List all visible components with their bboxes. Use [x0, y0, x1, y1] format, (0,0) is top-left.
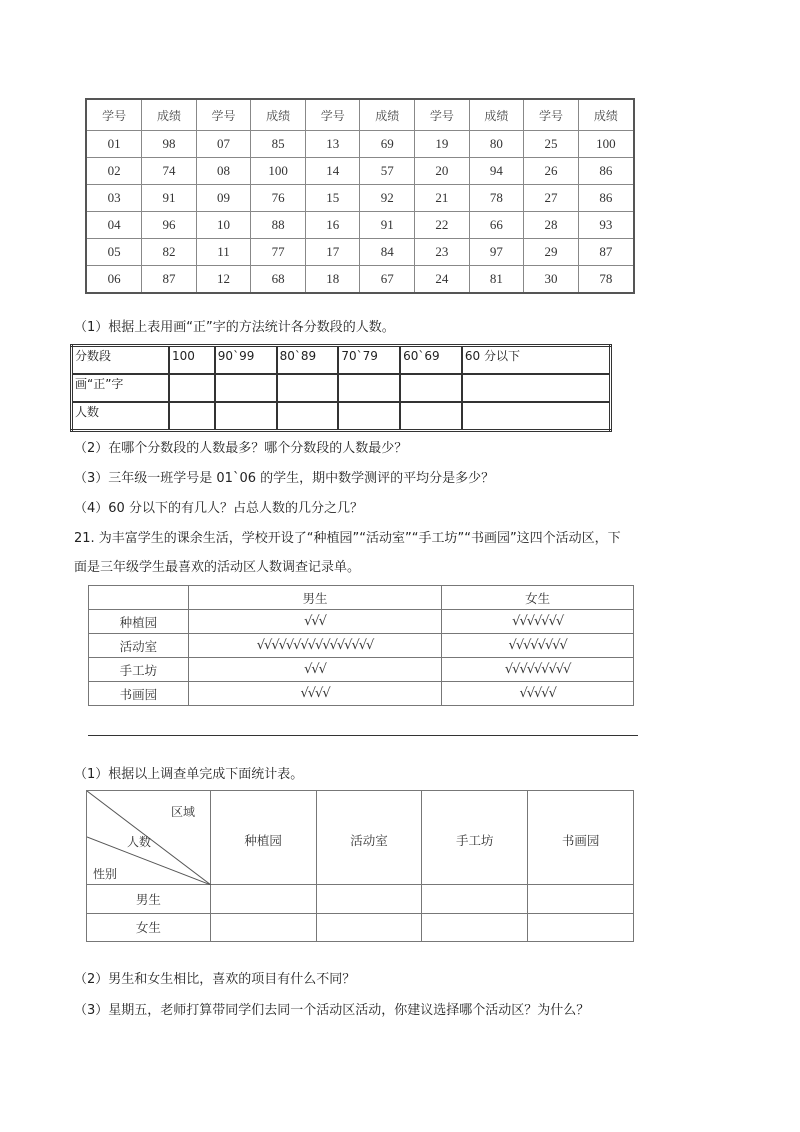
diagonal-header-cell — [87, 791, 211, 885]
header-cell: 70`79 — [338, 346, 400, 375]
table-cell: 98 — [142, 131, 197, 158]
table-cell: 08 — [196, 158, 251, 185]
header-cell: 分数段 — [72, 346, 170, 375]
table-row — [86, 239, 634, 266]
table-cell: 85 — [251, 131, 306, 158]
tally-marks: √√√ — [188, 610, 442, 634]
table-cell: 100 — [251, 158, 306, 185]
answer-cell[interactable] — [215, 374, 277, 402]
table-cell: 17 — [305, 239, 360, 266]
question-20-2: （2）在哪个分数段的人数最多？哪个分数段的人数最少？ — [74, 441, 408, 456]
table-cell: 10 — [196, 212, 251, 239]
header-cell: 成绩 — [360, 99, 415, 131]
answer-cell[interactable] — [210, 885, 316, 914]
table-cell: 91 — [360, 212, 415, 239]
tally-header-row — [72, 346, 611, 375]
table-cell: 19 — [415, 131, 470, 158]
table-row — [89, 682, 634, 706]
table-cell: 06 — [86, 266, 142, 294]
tally-marks: √√√√√√√√√ — [442, 658, 634, 682]
table-cell: 07 — [196, 131, 251, 158]
answer-cell[interactable] — [215, 402, 277, 431]
tally-table — [70, 344, 612, 432]
row-label: 书画园 — [89, 682, 189, 706]
table-row — [89, 610, 634, 634]
diag-label-region: 区域 — [171, 805, 196, 819]
table-cell: 12 — [196, 266, 251, 294]
stats-header-row — [87, 791, 634, 885]
table-cell: 86 — [578, 158, 634, 185]
tally-marks: √√√ — [188, 658, 442, 682]
tally-marks: √√√√√√√√√√√√√√√√ — [188, 634, 442, 658]
table-cell: 81 — [469, 266, 524, 294]
answer-cell[interactable] — [462, 374, 611, 402]
table-cell: 28 — [524, 212, 579, 239]
table-cell: 86 — [578, 185, 634, 212]
table-cell: 30 — [524, 266, 579, 294]
tally-marks: √√√√ — [188, 682, 442, 706]
stats-table-wrapper — [86, 790, 634, 942]
survey-table — [88, 585, 634, 706]
table-cell: 87 — [142, 266, 197, 294]
question-21-2: （2）男生和女生相比，喜欢的项目有什么不同？ — [74, 972, 356, 987]
table-cell: 74 — [142, 158, 197, 185]
header-cell: 成绩 — [251, 99, 306, 131]
table-row — [86, 158, 634, 185]
table-cell: 87 — [578, 239, 634, 266]
answer-cell[interactable] — [462, 402, 611, 431]
header-cell: 60 分以下 — [462, 346, 611, 375]
header-cell: 成绩 — [578, 99, 634, 131]
table-row — [87, 885, 634, 914]
table-cell: 78 — [469, 185, 524, 212]
table-row — [86, 212, 634, 239]
table-cell: 13 — [305, 131, 360, 158]
header-cell: 成绩 — [142, 99, 197, 131]
header-cell: 学号 — [415, 99, 470, 131]
table-cell: 96 — [142, 212, 197, 239]
table-cell: 80 — [469, 131, 524, 158]
row-label: 画“正”字 — [72, 374, 170, 402]
diag-label-count: 人数 — [127, 835, 152, 849]
table-cell: 93 — [578, 212, 634, 239]
row-label: 活动室 — [89, 634, 189, 658]
table-cell: 01 — [86, 131, 142, 158]
header-cell: 学号 — [524, 99, 579, 131]
table-cell: 04 — [86, 212, 142, 239]
question-21-line-1: 21. 为丰富学生的课余生活，学校开设了“种植园”“活动室”“手工坊”“书画园”这四个活动区，下 — [74, 531, 621, 546]
table-cell: 15 — [305, 185, 360, 212]
question-21-1: （1）根据以上调查单完成下面统计表。 — [74, 767, 304, 782]
column-header: 书画园 — [528, 791, 634, 885]
table-row — [89, 658, 634, 682]
header-cell: 成绩 — [469, 99, 524, 131]
table-cell: 18 — [305, 266, 360, 294]
table-cell: 20 — [415, 158, 470, 185]
table-cell: 16 — [305, 212, 360, 239]
tally-marks: √√√√√√√ — [442, 610, 634, 634]
table-cell: 27 — [524, 185, 579, 212]
header-cell: 学号 — [196, 99, 251, 131]
table-cell: 05 — [86, 239, 142, 266]
table-cell: 14 — [305, 158, 360, 185]
question-20-1: （1）根据上表用画“正”字的方法统计各分数段的人数。 — [74, 320, 395, 335]
score-table — [85, 98, 635, 294]
table-cell: 94 — [469, 158, 524, 185]
table-cell: 23 — [415, 239, 470, 266]
table-cell: 68 — [251, 266, 306, 294]
answer-cell[interactable] — [400, 374, 462, 402]
answer-cell[interactable] — [528, 913, 634, 942]
question-20-3: （3）三年级一班学号是 01`06 的学生，期中数学测评的平均分是多少？ — [74, 471, 495, 486]
table-row — [86, 185, 634, 212]
table-cell: 26 — [524, 158, 579, 185]
diag-label-gender: 性别 — [93, 867, 118, 881]
table-cell: 22 — [415, 212, 470, 239]
table-cell: 77 — [251, 239, 306, 266]
table-cell: 97 — [469, 239, 524, 266]
header-cell: 80`89 — [277, 346, 339, 375]
answer-cell[interactable] — [422, 885, 528, 914]
table-cell: 25 — [524, 131, 579, 158]
header-cell — [89, 586, 189, 610]
column-header: 活动室 — [316, 791, 422, 885]
header-cell: 女生 — [442, 586, 634, 610]
table-cell: 11 — [196, 239, 251, 266]
tally-marks: √√√√√√√√ — [442, 634, 634, 658]
row-label: 女生 — [87, 913, 211, 942]
answer-cell[interactable] — [316, 885, 422, 914]
answer-cell[interactable] — [338, 374, 400, 402]
table-cell: 69 — [360, 131, 415, 158]
table-cell: 21 — [415, 185, 470, 212]
table-cell: 78 — [578, 266, 634, 294]
table-row — [87, 913, 634, 942]
table-row — [89, 634, 634, 658]
header-cell: 100 — [169, 346, 215, 375]
table-cell: 100 — [578, 131, 634, 158]
score-table-header — [86, 99, 634, 131]
table-cell: 91 — [142, 185, 197, 212]
tally-row — [72, 374, 611, 402]
table-cell: 92 — [360, 185, 415, 212]
row-label: 人数 — [72, 402, 170, 431]
question-21-line-2: 面是三年级学生最喜欢的活动区人数调查记录单。 — [74, 560, 361, 575]
table-cell: 84 — [360, 239, 415, 266]
table-row — [86, 131, 634, 158]
table-cell: 67 — [360, 266, 415, 294]
table-cell: 76 — [251, 185, 306, 212]
tally-marks: √√√√√ — [442, 682, 634, 706]
answer-cell[interactable] — [338, 402, 400, 431]
header-cell: 60`69 — [400, 346, 462, 375]
answer-cell[interactable] — [422, 913, 528, 942]
answer-cell[interactable] — [277, 402, 339, 431]
table-cell: 02 — [86, 158, 142, 185]
answer-cell[interactable] — [169, 402, 215, 431]
survey-header-row — [89, 586, 634, 610]
table-cell: 66 — [469, 212, 524, 239]
table-cell: 29 — [524, 239, 579, 266]
table-row — [86, 266, 634, 294]
header-cell: 90`99 — [215, 346, 277, 375]
divider — [88, 735, 638, 736]
row-label: 手工坊 — [89, 658, 189, 682]
table-cell: 82 — [142, 239, 197, 266]
question-21-3: （3）星期五，老师打算带同学们去同一个活动区活动，你建议选择哪个活动区？为什么？ — [74, 1003, 590, 1018]
column-header: 手工坊 — [422, 791, 528, 885]
table-cell: 57 — [360, 158, 415, 185]
answer-cell[interactable] — [316, 913, 422, 942]
answer-cell[interactable] — [210, 913, 316, 942]
answer-cell[interactable] — [400, 402, 462, 431]
header-cell: 学号 — [86, 99, 142, 131]
table-cell: 03 — [86, 185, 142, 212]
column-header: 种植园 — [210, 791, 316, 885]
header-cell: 学号 — [305, 99, 360, 131]
count-row — [72, 402, 611, 431]
answer-cell[interactable] — [528, 885, 634, 914]
table-cell: 88 — [251, 212, 306, 239]
table-cell: 09 — [196, 185, 251, 212]
answer-cell[interactable] — [277, 374, 339, 402]
row-label: 种植园 — [89, 610, 189, 634]
stats-table — [86, 790, 634, 942]
answer-cell[interactable] — [169, 374, 215, 402]
row-label: 男生 — [87, 885, 211, 914]
header-cell: 男生 — [188, 586, 442, 610]
table-cell: 24 — [415, 266, 470, 294]
question-20-4: （4）60 分以下的有几人？占总人数的几分之几？ — [74, 501, 363, 516]
